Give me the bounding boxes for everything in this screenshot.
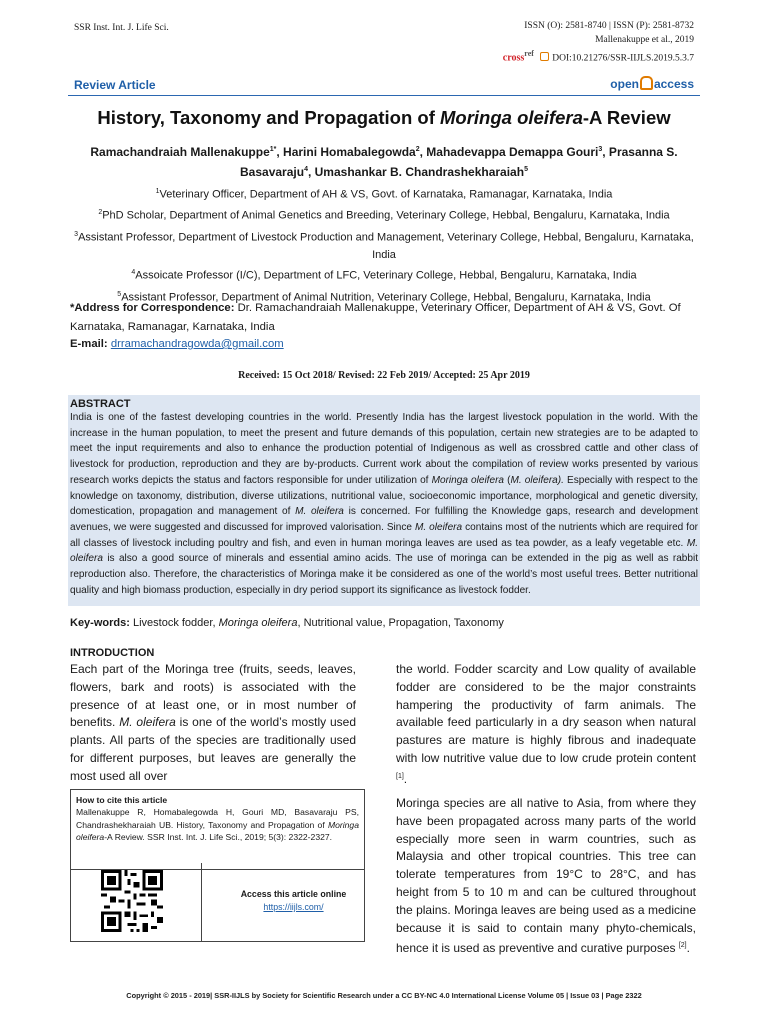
article-type: Review Article (74, 78, 156, 92)
doi-icon (540, 52, 549, 61)
intro-left-column: Each part of the Moringa tree (fruits, seeds, leaves, flowers, bark and roots) is associated with the presence of at least one, or in most number of benefits. M. oleifera is one of the world’s mostly used plants. All parts of the species are traditionally used for different purposes, but leaves are generally the most used all over (70, 662, 357, 783)
affiliations (68, 183, 700, 307)
affiliation: $^4$Assoicate Professor (I/C), Department of LFC, Veterinary College, Hebbal, Bengaluru, Karnataka, India (131, 269, 637, 282)
issn: ISSN (O): 2581-8740 | ISSN (P): 2581-8732 (524, 21, 694, 31)
article-title: History, Taxonomy and Propagation of Moringa oleifera-A Review (97, 107, 671, 128)
access-label: Access this article online (240, 889, 347, 899)
divider (201, 863, 202, 942)
author-list: Ramachandraiah Mallenakuppe$^{1*}$, Harini Homabalegowda$^2$, Mahadevappa Demappa Gouri$^3$, Prasanna S. Basavaraju$^4$, Umashankar B. Chandrashekharaiah$^5$ (90, 145, 678, 179)
affiliation: $^3$Assistant Professor, Department of Livestock Production and Management, Veterinary College, Hebbal, Bengaluru, Karnataka, India (74, 230, 694, 261)
email-link[interactable]: drramachandragowda@gmail.com (110, 338, 284, 350)
keywords: Key-words: Livestock fodder, Moringa oleifera, Nutritional value, Propagation, Taxonomy (70, 617, 504, 629)
intro-right-paragraph-1: the world. Fodder scarcity and Low quality of available fodder are considered to be the major constraints hampering the productivity of farm animals. The available feed particularly in a dry season when natural pastures are mature is highly fibrous and inadequate with low nutritive value due to low crude protein content [1]. (396, 662, 696, 786)
doi[interactable]: DOI:10.21276/SSR-IIJLS.2019.5.3.7 (552, 53, 694, 64)
header-meta (503, 19, 694, 65)
abstract-text: India is one of the fastest developing countries in the world. Presently India has the largest livestock population in the world. With the increase in the human population, to meet the present and future demands of this population, certain new strategies are to be adapted to meet the input requirements and also to enhance the production potential of Indigenous as well as crossbred cattle and other class of livestock for production, reproduction and they are by-products. Current work about the compilation of review works presented by various research works depicts the status and factors responsible for under utilization of Moringa oleifera (M. oleifera). Especially with respect to the knowledge on taxonomy, distribution, diverse utilizations, nutritional value, socioeconomic importance, morphological and genetic diversity, domestication, propagation and management of M. oleifera is concerned. For fulfilling the Knowledge gaps, research and development avenues, we were suggested and discussed for improved valorisation. Since M. oleifera contains most of the nutrients which are required for all classes of livestock including poultry and fish, and even in human moringa leaves are used as tea powder, as a leafy vegetable etc. M. oleifera is also a good source of minerals and essential amino acids. The use of moringa can be extended in the pig as well as rabbit reproduction also. Therefore, the characteristics of Moringa make it be considered as one of the world’s most useful trees. Better nutritional quality and high biomass production, especially in dry period support its significance as livestock fodder. (70, 412, 698, 596)
access-url-link[interactable]: https://iijls.com/ (263, 902, 324, 912)
intro-right-paragraph-2: Moringa species are all native to Asia, from where they have been propagated across many parts of the world especially more seen in warm countries, such as Malaysia and other tropical countries. This tree can tolerate temperatures from 19°C to 28°C, and has height from 5 to 10 m and can be cultured throughout the plains. Moringa leaves are being used as a medicine because it is said to contain many phyto-chemicals, hence it is used as preventive and curative purposes [2]. (396, 796, 696, 956)
open-lock-icon (640, 76, 653, 90)
qr-code-icon[interactable] (101, 870, 163, 932)
abstract-box (68, 395, 700, 606)
access-online (231, 888, 356, 914)
crossref-logo[interactable]: cross$^{ref}$ (502, 49, 534, 64)
journal-short-name: SSR Inst. Int. J. Life Sci. (74, 23, 169, 33)
affiliation: $^2$PhD Scholar, Department of Animal Genetics and Breeding, Veterinary College, Hebbal, Bengaluru, Karnataka, India (98, 209, 670, 222)
header-rule (68, 95, 700, 96)
page-footer: Copyright © 2015 - 2019| SSR-IIJLS by Society for Scientific Research under a CC BY-NC 4.0 International License Volume 05 | Issue 03 | Page 2322 (126, 991, 642, 1000)
author-year: Mallenakuppe et al., 2019 (595, 35, 694, 45)
open-access-logo: open access (610, 77, 694, 91)
email-line: E-mail: drramachandragowda@gmail.com (70, 338, 284, 350)
abstract-heading: ABSTRACT (70, 398, 131, 410)
article-dates: Received: 15 Oct 2018/ Revised: 22 Feb 2019/ Accepted: 25 Apr 2019 (238, 370, 530, 381)
citation-heading: How to cite this article (76, 795, 168, 805)
citation-box (70, 789, 365, 942)
affiliation: $^1$Veterinary Officer, Department of AH & VS, Govt. of Karnataka, Ramanagar, Karnataka, India (155, 188, 613, 201)
doi-line (503, 47, 694, 65)
section-heading-introduction: INTRODUCTION (70, 647, 155, 659)
citation-text: How to cite this article Mallenakuppe R, Homabalegowda H, Gouri MD, Basavaraju PS, Chandrashekharaiah UB. History, Taxonomy and Propagation of Moringa oleifera-A Review. SSR Inst. Int. J. Life Sci., 2019; 5(3): 2322-2327. (71, 790, 364, 870)
correspondence: *Address for Correspondence: Dr. Ramachandraiah Mallenakuppe, Veterinary Officer, Department of AH & VS, Govt. Of Karnataka, Ramanagar, Karnataka, India (70, 302, 681, 333)
affiliation: $^5$Assistant Professor, Department of Animal Nutrition, Veterinary College, Hebbal, Bengaluru, Karnataka, India (117, 290, 651, 304)
